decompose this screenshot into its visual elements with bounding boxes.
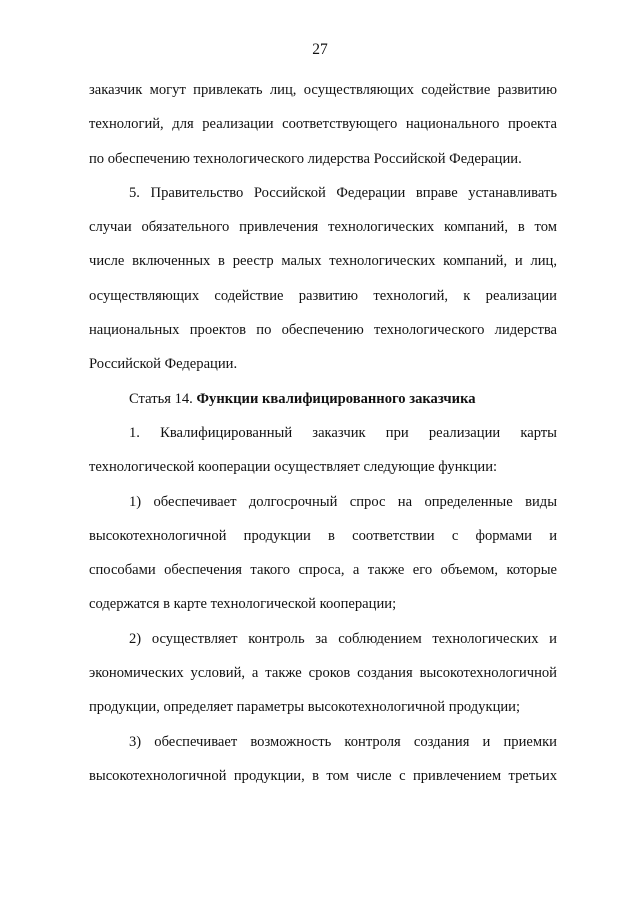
article-heading [89, 382, 557, 416]
paragraph-line: 1. Квалифицированный заказчик при реализации карты [129, 424, 557, 441]
paragraph-line: продукции, определяет параметры высокотехнологичной продукции; [89, 699, 521, 716]
page-number: 27 [312, 41, 328, 58]
paragraph-line: Российской Федерации. [89, 356, 238, 373]
paragraph-line: технологической кооперации осуществляет следующие функции: [89, 459, 498, 476]
paragraph-line: случаи обязательного привлечения технологических компаний, в том [89, 219, 557, 236]
paragraph-line: числе включенных в реестр малых технологических компаний, и лиц, [89, 253, 557, 270]
paragraph-line: 2) осуществляет контроль за соблюдением технологических и [129, 630, 557, 647]
paragraph-line: способами обеспечения такого спроса, а также его объемом, которые [89, 562, 557, 579]
paragraph-line: по обеспечению технологического лидерства Российской Федерации. [89, 150, 522, 167]
paragraph-line: 5. Правительство Российской Федерации вправе устанавливать [129, 184, 557, 201]
article-title: Функции квалифицированного заказчика [196, 390, 476, 407]
paragraph-line: экономических условий, а также сроков создания высокотехнологичной [89, 665, 557, 682]
paragraph-line: высокотехнологичной продукции, в том числе с привлечением третьих [89, 767, 557, 784]
paragraph-line: содержатся в карте технологической кооперации; [89, 596, 397, 613]
article-prefix: Статья 14. [129, 390, 193, 407]
paragraph-line: технологий, для реализации соответствующего национального проекта [89, 116, 557, 133]
paragraph-line: 3) обеспечивает возможность контроля создания и приемки [129, 733, 557, 750]
document-body [89, 73, 557, 793]
paragraph-line: заказчик могут привлекать лиц, осуществляющих содействие развитию [89, 82, 557, 98]
paragraph-line: осуществляющих содействие развитию технологий, к реализации [89, 287, 557, 304]
paragraph-line: национальных проектов по обеспечению технологического лидерства [89, 322, 557, 339]
paragraph-line: высокотехнологичной продукции в соответствии с формами и [89, 527, 557, 544]
paragraph-line: 1) обеспечивает долгосрочный спрос на определенные виды [129, 493, 557, 510]
